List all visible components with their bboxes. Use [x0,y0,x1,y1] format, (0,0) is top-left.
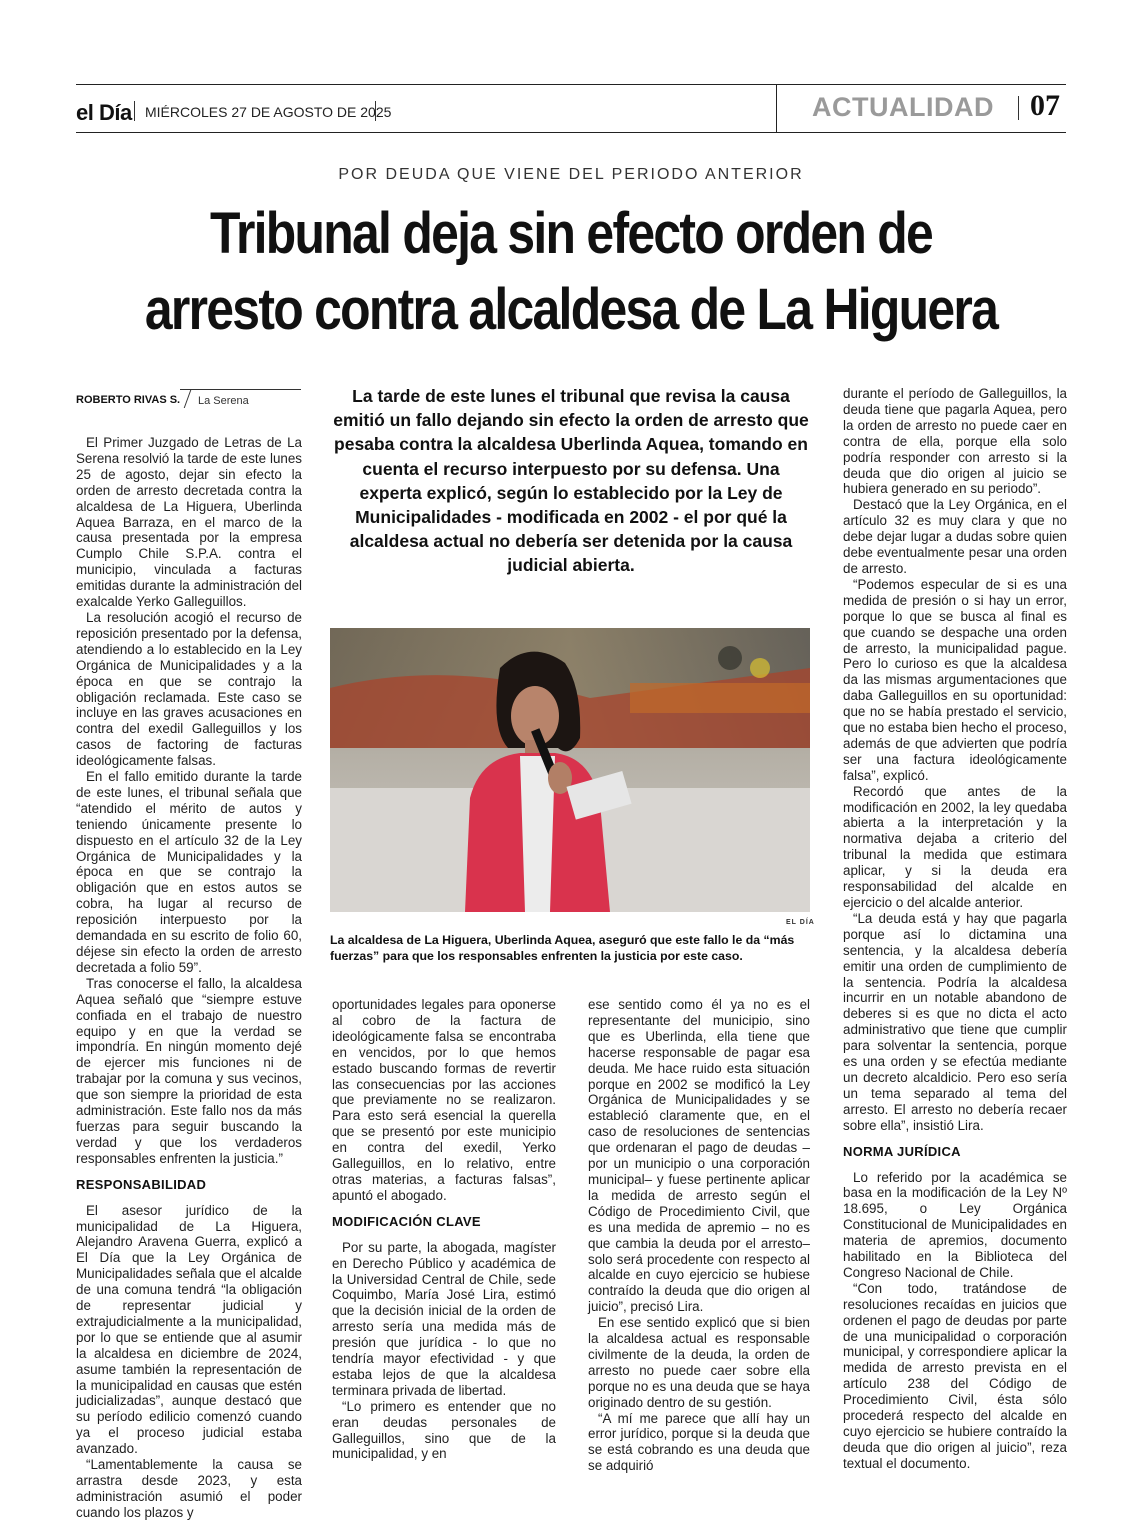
paragraph: “A mí me parece que allí hay un error jurídico, porque si la deuda que se está cobrando es una deuda que se adquirió [588,1410,810,1474]
header-divider [134,101,135,121]
header-bottom-rule [76,132,1066,133]
paragraph: Destacó que la Ley Orgánica, en el artículo 32 es muy clara y que no debe dejar lugar a dudas sobre quien debe eventualmente pesar una orden de arresto. [843,497,1067,576]
byline-rule [180,389,301,390]
article-kicker: POR DEUDA QUE VIENE DEL PERIODO ANTERIOR [338,166,804,183]
article-headline [114,196,1027,348]
subheading: NORMA JURÍDICA [843,1143,961,1159]
photo-caption: La alcaldesa de La Higuera, Uberlinda Aquea, aseguró que este fallo le da “más fuerzas” para que los responsables enfrenten la justicia por este caso. [330,933,795,963]
paragraph: La resolución acogió el recurso de reposición presentado por la defensa, atendiendo a lo establecido en la Ley Orgánica de Municipalidades y a la época en que se contrajo la obligación reclamada. Este caso se incluye en las graves acusaciones en contra del exedil Galleguillos y los casos de factoring de facturas ideológicamente falsas. [76,609,302,769]
paragraph: ese sentido como él ya no es el representante del municipio, sino que es Uberlinda, ella tiene que hacerse responsable de pagar esa deuda. Me hace ruido esta situación porque en 2002 se modificó la Ley Orgánica de Municipalidades y se estableció claramente que, en el caso de resoluciones de sentencias que ordenaran el pago de deudas –por un municipio o una corporación municipal– y fuese pertinente aplicar la medida de arresto según el Código de Procedimiento Civil, que es una medida de apremio – no es que cambia la deuda por el arresto– solo será procedente con respecto al alcalde en cuyo ejercicio se hubiese contraído la deuda que dio origen al juicio”, precisó Lira. [588,997,810,1315]
paragraph: En ese sentido explicó que si bien la alcaldesa actual es responsable civilmente de la deuda, la orden de arresto no puede caer sobre ella porque no es una deuda que se haya originado dentro de su gestión. [588,1315,810,1410]
article-deck: La tarde de este lunes el tribunal que revisa la causa emitió un fallo dejando sin efecto la orden de arresto que pesaba contra la alcaldesa Uberlinda Aquea, tomando en cuenta el recurso interpuesto por su defensa. Una experta explicó, según lo establecido por la Ley de Municipalidades - modificada en 2002 - el por qué la alcaldesa actual no debería ser detenida por la causa judicial abierta. [333,386,809,576]
page-number: 07 [1030,89,1060,122]
header-divider [1018,96,1019,120]
header-top-rule [76,84,1066,85]
article-column-3 [588,997,810,1474]
paragraph: oportunidades legales para oponerse al cobro de la factura de ideológicamente falsa se encontraba en vencidos, por lo que hemos estado buscando formas de revertir las consecuencias por las acciones que previamente no se realizaron. Para esto será esencial la querella que se presentó por este municipio en contra del exedil, Yerko Galleguillos, en lo relativo, entre otras materias, a facturas falsas”, apuntó el abogado. [332,997,556,1203]
header-divider [375,101,376,121]
newspaper-logo: el Día [76,100,132,125]
paragraph: Recordó que antes de la modificación en 2002, la ley quedaba abierta a la interpretación y la normativa dejaba a criterio del tribunal la medida que estimara aplicar, y si la deuda era responsabilidad del alcalde en ejercicio o del alcalde anterior. [843,783,1067,910]
paragraph: El Primer Juzgado de Letras de La Serena resolvió la tarde de este lunes 25 de agosto, dejar sin efecto la orden de arresto decretada contra la alcaldesa de La Higuera, Uberlinda Aquea Barraza, en el marco de la causa presentada por la empresa Cumplo Chile S.P.A. contra el municipio, vinculada a facturas emitidas durante la administración del exalcalde Yerko Galleguillos. [76,435,302,610]
section-name: ACTUALIDAD [812,92,994,122]
paragraph: Lo referido por la académica se basa en la modificación de la Ley Nº 18.695, o Ley Orgánica Constitucional de Municipalidades en materia de apremios, documento habilitado en la Biblioteca del Congreso Nacional de Chile. [843,1169,1067,1280]
paragraph: “Lo primero es entender que no eran deudas personales de Galleguillos, sino que de la municipalidad, y en [332,1398,556,1462]
article-column-1 [76,435,302,1521]
paragraph: Tras conocerse el fallo, la alcaldesa Aquea señaló que “siempre estuve confiada en el trabajo de nuestro equipo y en que la verdad se impondría. En ningún momento dejé de ejercer mis funciones ni de trabajar por la comuna y sus vecinos, que son siempre la prioridad de esta administración. Este fallo nos da más fuerzas para seguir buscando la verdad y que los verdaderos responsables enfrenten la justicia.” [76,975,302,1166]
article-column-4 [843,386,1067,1472]
subheading: MODIFICACIÓN CLAVE [332,1213,481,1229]
byline-location: La Serena [198,395,249,407]
article-photo [330,628,810,912]
subheading: RESPONSABILIDAD [76,1176,207,1192]
byline-slash [184,390,192,408]
header-section-divider [776,84,777,132]
paragraph: El asesor jurídico de la municipalidad de La Higuera, Alejandro Aravena Guerra, explicó a El Día que la Ley Orgánica de Municipalidades señala que el alcalde de una comuna tendrá “la obligación de representar judicial y extrajudicialmente a la municipalidad, por lo que se entiende que al asumir la alcaldesa en diciembre de 2024, asume también la representación de la municipalidad en causas que estén judicializadas”, aunque destacó que su período edilicio comenzó cuando ya el proceso judicial estaba avanzado. [76,1202,302,1457]
paragraph: “Lamentablemente la causa se arrastra desde 2023, y esta administración asumió el poder cuando los plazos y [76,1457,302,1520]
paragraph: “Podemos especular de si es una medida de presión o si hay un error, porque lo que se busca al final es que cuando se despache una orden de arresto, la municipalidad pague. Pero lo curioso es que la alcaldesa da las mismas argumentaciones que daba Galleguillos en su oportunidad: que no se había prestado el servicio, que no estaba bien hecho el proceso, además de que advierten que podría ser una factura ideológicamente falsa”, explicó. [843,576,1067,783]
photo-credit: EL DÍA [786,919,815,926]
paragraph: “Con todo, tratándose de resoluciones recaídas en juicios que ordenen el pago de deudas por parte de una municipalidad o corporación municipal, y correspondiere aplicar la medida de arresto prevista en el artículo 238 del Código de Procedimiento Civil, ésta sólo procederá respecto del alcalde en cuyo ejercicio se hubiere contraído la deuda que dio origen al juicio”, reza textual el documento. [843,1280,1067,1471]
paragraph: “La deuda está y hay que pagarla porque así lo dictamina una sentencia, y la alcaldesa debería emitir una orden de cumplimiento de la sentencia. Podría la alcaldesa incurrir en un notable abandono de deberes si es que no dicta el acto administrativo que tiene que cumplir para solventar la sentencia, porque es una orden y se efectúa mediante un decreto alcaldicio. Pero eso sería un tema separado al tema del arresto. El arresto no debería recaer sobre ella”, insistió Lira. [843,910,1067,1133]
paragraph: Por su parte, la abogada, magíster en Derecho Público y académica de la Universidad Central de Chile, sede Coquimbo, María José Lira, estimó que la decisión inicial de la orden de arresto sería una medida más de presión que jurídica - lo que no tendría mayor efectividad - y que estaba lejos de que la alcaldesa terminara privada de libertad. [332,1239,556,1398]
author-byline: ROBERTO RIVAS S. [76,394,181,406]
paragraph: durante el período de Galleguillos, la deuda tiene que pagarla Aquea, pero la orden de arresto no puede caer en contra de ella, porque ella solo podría responder con arresto si la deuda que dio origen al juicio se hubiera generado en su periodo”. [843,386,1067,497]
photo-illustration [330,628,810,912]
article-column-2 [332,997,556,1462]
headline-line-1: Tribunal deja sin efecto orden de [209,201,933,266]
issue-date: MIÉRCOLES 27 DE AGOSTO DE 2025 [145,104,392,120]
headline-line-2: arresto contra alcaldesa de La Higuera [144,277,998,342]
paragraph: En el fallo emitido durante la tarde de este lunes, el tribunal señala que “atendido el mérito de autos y teniendo únicamente presente lo dispuesto en el artículo 32 de la Ley Orgánica de Municipalidades y la época en que se contrajo la obligación que en estos autos se cobra, ha lugar al recurso de reposición interpuesto por la demandada en su escrito de folio 60, déjese sin efecto la orden de arresto decretada a folio 59”. [76,769,302,975]
